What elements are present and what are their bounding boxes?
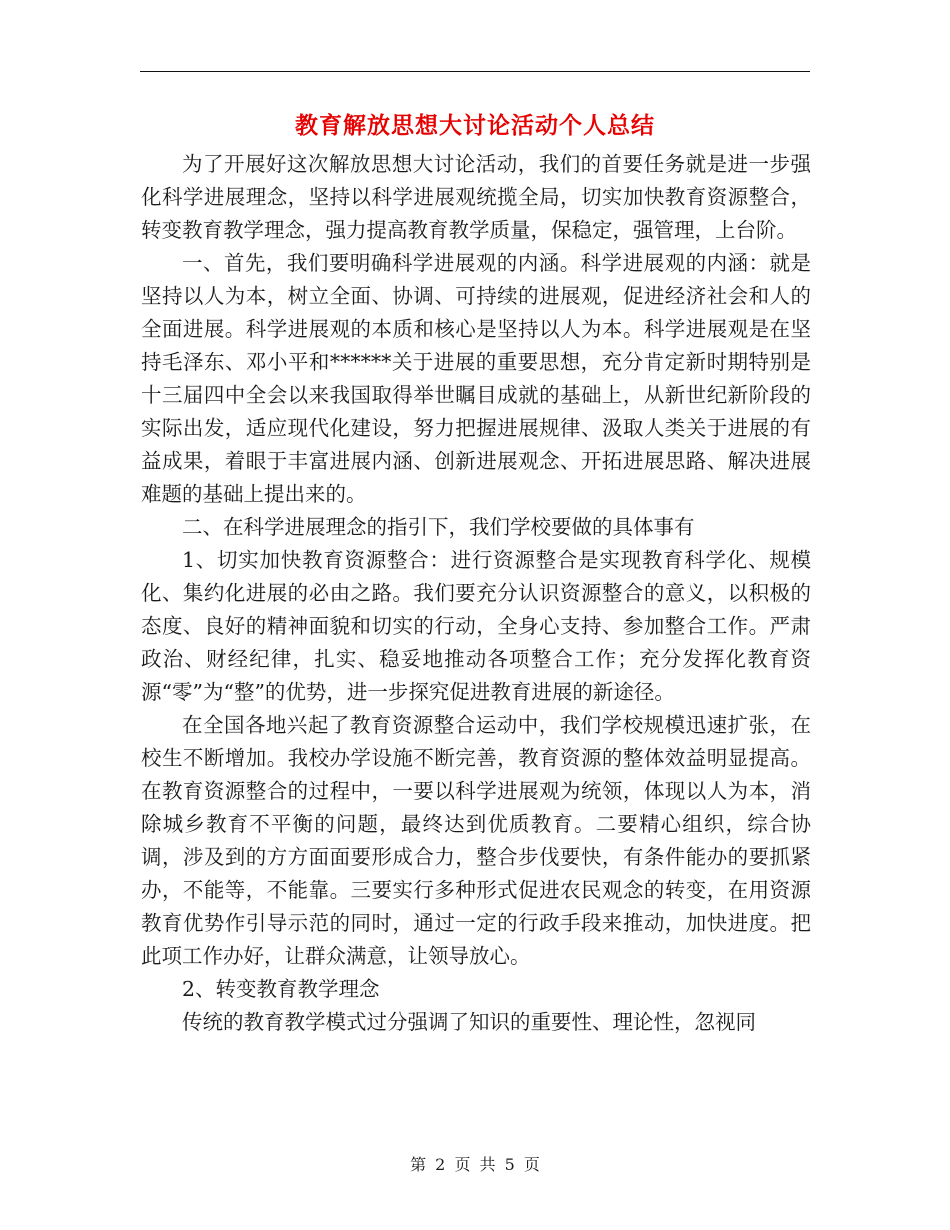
page-footer: 第 2 页 共 5 页 xyxy=(410,1155,540,1174)
paragraph-intro: 为了开展好这次解放思想大讨论活动，我们的首要任务就是进一步强化科学进展理念，坚持以科学进展观统揽全局，切实加快教育资源整合，转变教育教学理念，强力提高教育教学质量，保稳定，强管理，上台阶。 xyxy=(141,152,811,242)
header-rule xyxy=(140,71,810,72)
paragraph-section-1: 一、首先，我们要明确科学进展观的内涵。科学进展观的内涵：就是坚持以人为本，树立全面、协调、可持续的进展观，促进经济社会和人的全面进展。科学进展观的本质和核心是坚持以人为本。科学进展观是在坚持毛泽东、邓小平和******关于进展的重要思想，充分肯定新时期特别是十三届四中全会以来我国取得举世瞩目成就的基础上，从新世纪新阶段的实际出发，适应现代化建设，努力把握进展规律、汲取人类关于进展的有益成果，着眼于丰富进展内涵、创新进展观念、开拓进展思路、解决进展难题的基础上提出来的。 xyxy=(141,251,811,506)
paragraph-item-2-heading: 2、转变教育教学理念 xyxy=(182,977,380,1001)
paragraph-section-2-heading: 二、在科学进展理念的指引下，我们学校要做的具体事有 xyxy=(182,515,695,539)
paragraph-item-1: 1、切实加快教育资源整合：进行资源整合是实现教育科学化、规模化、集约化进展的必由之路。我们要充分认识资源整合的意义，以积极的态度、良好的精神面貌和切实的行动，全身心支持、参加整合工作。严肃政治、财经纪律，扎实、稳妥地推动各项整合工作；充分发挥化教育资源“零”为“整”的优势，进一步探究促进教育进展的新途径。 xyxy=(141,548,811,704)
document-body xyxy=(141,148,811,1039)
paragraph-traditional-teaching: 传统的教育教学模式过分强调了知识的重要性、理论性，忽视同 xyxy=(182,1010,756,1034)
document-title: 教育解放思想大讨论活动个人总结 xyxy=(295,112,655,139)
paragraph-resource-integration: 在全国各地兴起了教育资源整合运动中，我们学校规模迅速扩张，在校生不断增加。我校办学设施不断完善，教育资源的整体效益明显提高。在教育资源整合的过程中，一要以科学进展观为统领，体现以人为本，消除城乡教育不平衡的问题，最终达到优质教育。二要精心组织，综合协调，涉及到的方方面面要形成合力，整合步伐要快，有条件能办的要抓紧办，不能等，不能靠。三要实行多种形式促进农民观念的转变，在用资源教育优势作引导示范的同时，通过一定的行政手段来推动，加快进度。把此项工作办好，让群众满意，让领导放心。 xyxy=(141,713,811,968)
